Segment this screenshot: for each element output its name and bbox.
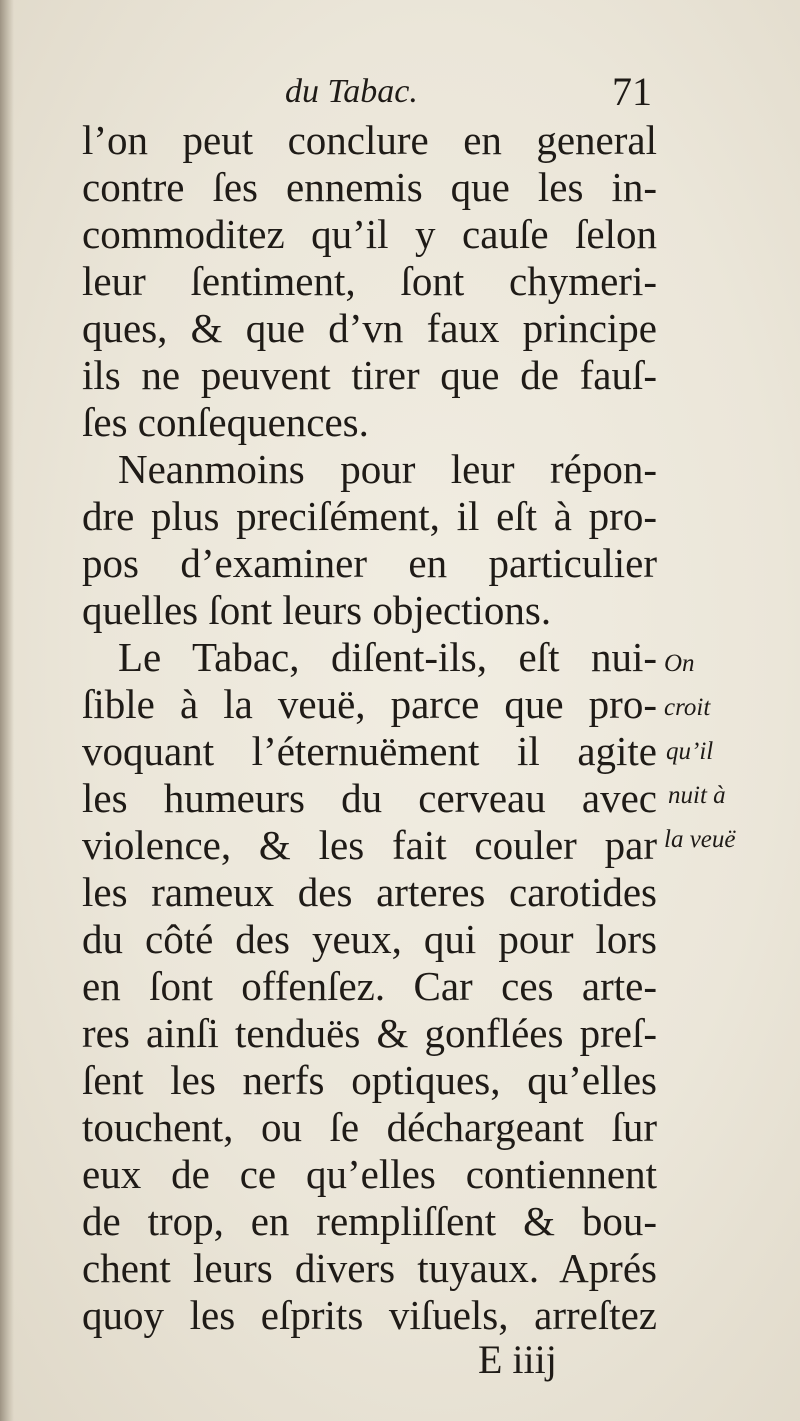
text-line: les rameux des arteres carotides [82, 869, 657, 915]
text-line: quoy les eſprits viſuels, arreſtez [82, 1292, 657, 1338]
page-gutter-edge [0, 0, 14, 1421]
text-line: eux de ce qu’elles contiennent [82, 1151, 657, 1197]
text-line: pos d’examiner en particulier [82, 540, 657, 586]
margin-note-line: On [664, 650, 695, 677]
margin-note-line: la veuë [664, 826, 736, 853]
running-head: du Tabac. [285, 73, 418, 110]
text-line: touchent, ou ſe déchargeant ſur [82, 1104, 657, 1150]
page-number: 71 [612, 69, 652, 114]
text-line: ſes conſequences. [82, 399, 369, 445]
text-line: les humeurs du cerveau avec [82, 775, 657, 821]
text-line: Neanmoins pour leur répon- [118, 446, 657, 492]
body-text [82, 117, 657, 1339]
text-line: ques, & que d’vn faux principe [82, 305, 657, 351]
margin-note-line: croit [664, 694, 711, 721]
text-line: commoditez qu’il y cauſe ſelon [82, 211, 657, 257]
text-line: ils ne peuvent tirer que de fauſ- [82, 352, 657, 398]
text-line: Le Tabac, diſent-ils, eſt nui- [118, 634, 657, 680]
text-line: dre plus preciſément, il eſt à pro- [82, 493, 657, 539]
margin-note-line: nuit à [668, 782, 726, 809]
margin-note [664, 642, 774, 862]
text-line: en ſont offenſez. Car ces arte- [82, 963, 657, 1009]
text-line: violence, & les fait couler par [82, 822, 657, 868]
text-line: quelles ſont leurs objections. [82, 587, 552, 633]
signature-mark: E iiij [478, 1337, 557, 1382]
text-line: du côté des yeux, qui pour lors [82, 916, 657, 962]
text-line: ſible à la veuë, parce que pro- [82, 681, 657, 727]
text-line: chent leurs divers tuyaux. Aprés [82, 1245, 657, 1291]
text-line: ſent les nerfs optiques, qu’elles [82, 1057, 657, 1103]
text-line: leur ſentiment, ſont chymeri- [82, 258, 657, 304]
text-line: de trop, en rempliſſent & bou- [82, 1198, 657, 1244]
text-line: res ainſi tenduës & gonflées preſ- [82, 1010, 657, 1056]
text-line: voquant l’éternuëment il agite [82, 728, 657, 774]
margin-note-line: qu’il [666, 738, 714, 765]
text-line: l’on peut conclure en general [82, 117, 657, 163]
text-line: contre ſes ennemis que les in- [82, 164, 657, 210]
